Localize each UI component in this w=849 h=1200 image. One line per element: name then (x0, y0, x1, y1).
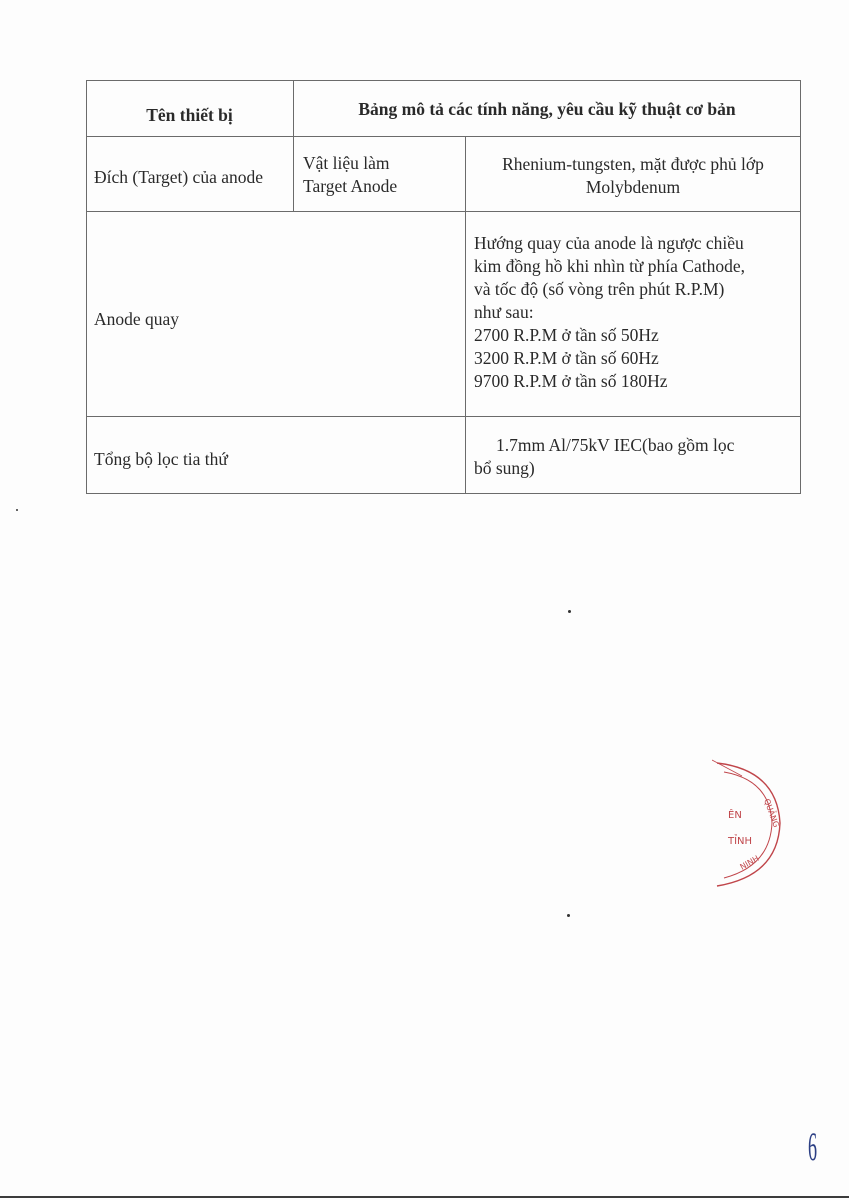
row-anode-desc (474, 232, 800, 393)
row-anode-desc-line4: như sau: (474, 302, 534, 322)
row-target-desc-line2: Molybdenum (585, 177, 681, 197)
row-filter-desc (474, 434, 800, 480)
stamp-text-mid1: ÊN (728, 810, 742, 821)
row-anode-desc-line6: 3200 R.P.M ở tần số 60Hz (474, 348, 659, 368)
spec-table (86, 80, 801, 494)
row-anode-desc-line5: 2700 R.P.M ở tần số 50Hz (474, 325, 659, 345)
row-anode-desc-line1: Hướng quay của anode là ngược chiều (474, 233, 744, 253)
stamp-text-top: QUẢNG (762, 797, 781, 829)
scan-speck (568, 610, 571, 613)
scan-speck (16, 509, 18, 511)
row-anode-name: Anode quay (94, 309, 180, 329)
page-bottom-edge (0, 1196, 849, 1198)
row-anode-desc-line3: và tốc độ (số vòng trên phút R.P.M) (474, 279, 725, 299)
page-number: 6 (808, 1124, 817, 1169)
row-target-sub-line1: Vật liệu làm (303, 153, 390, 173)
scan-speck (567, 914, 570, 917)
official-stamp-fragment (712, 758, 792, 893)
row-target-sub-line2: Target Anode (303, 176, 398, 196)
row-anode-desc-line7: 9700 R.P.M ở tần số 180Hz (474, 371, 668, 391)
stamp-graphic (712, 758, 792, 893)
header-device: Tên thiết bị (146, 105, 233, 125)
stamp-text-bottom: NINH (738, 853, 761, 872)
header-description: Bảng mô tả các tính năng, yêu cầu kỹ thuật cơ bản (358, 99, 736, 119)
row-target-sub (303, 152, 463, 198)
row-filter-desc-line2: bổ sung) (474, 458, 535, 478)
row-target-name: Đích (Target) của anode (94, 167, 263, 187)
stamp-text-mid2: TỈNH (728, 836, 753, 847)
row-target-desc-line1: Rhenium-tungsten, mặt được phủ lớp (502, 154, 764, 174)
row-filter-name: Tổng bộ lọc tia thứ (94, 449, 228, 469)
row-target-desc (466, 153, 800, 199)
row-anode-desc-line2: kim đồng hồ khi nhìn từ phía Cathode, (474, 256, 745, 276)
row-filter-desc-line1: 1.7mm Al/75kV IEC(bao gồm lọc (496, 435, 735, 455)
